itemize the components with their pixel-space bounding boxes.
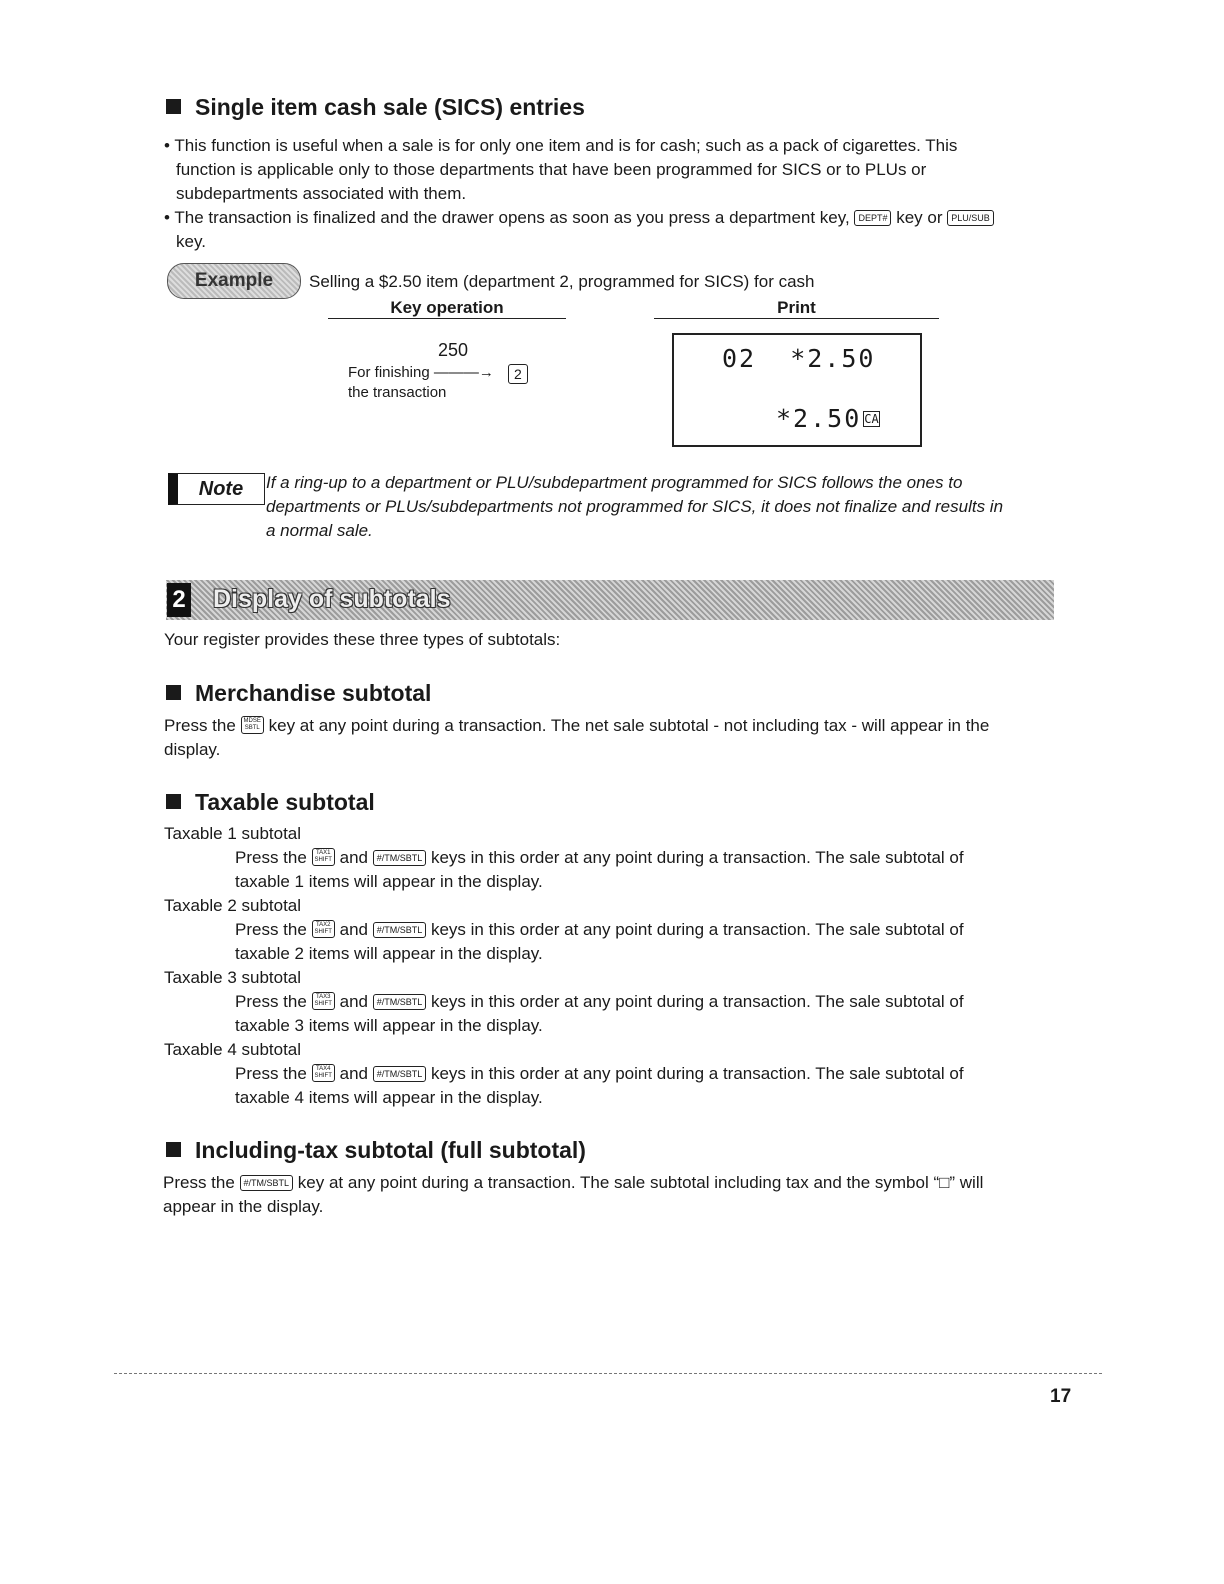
including-tax-heading: Including-tax subtotal (full subtotal): [166, 1137, 586, 1164]
taxable-2-text2: taxable 2 items will appear in the display.: [235, 944, 543, 963]
merchandise-text: [164, 714, 1054, 762]
note-text: [266, 471, 1056, 543]
dept-2-key-icon: 2: [508, 364, 528, 384]
tm-sbtl-key-icon: #/TM/SBTL: [240, 1175, 294, 1191]
note-line2: departments or PLUs/subdepartments not programmed for SICS, it does not finalize and results in: [266, 497, 1004, 516]
merch-post: key at any point during a transaction. The net sale subtotal - not including tax - will appear in the: [263, 716, 990, 735]
square-bullet-icon: [166, 685, 181, 700]
tax4-shift-key-icon: TAX4 SHIFT: [312, 1064, 335, 1082]
ca-symbol: CA: [864, 412, 879, 426]
square-bullet-icon: [166, 1142, 181, 1157]
including-tax-text: [163, 1171, 1053, 1219]
tm-sbtl-key-icon: #/TM/SBTL: [373, 1066, 427, 1082]
dept-key-icon: DEPT#: [854, 210, 891, 226]
taxable-item: Taxable 4 subtotal Press the TAX4 SHIFT and #/TM/SBTL keys in this order at any point during a transaction. The sale subtotal of taxable 4 items will appear in the display.: [164, 1038, 1044, 1110]
square-bullet-icon: [166, 99, 181, 114]
merch-pre: Press the: [164, 716, 241, 735]
taxable-2-label: Taxable 2 subtotal: [164, 896, 302, 915]
tax2-shift-key-icon: TAX2 SHIFT: [312, 920, 335, 938]
taxable-item: Taxable 2 subtotal Press the TAX2 SHIFT and #/TM/SBTL keys in this order at any point during a transaction. The sale subtotal of taxable 2 items will appear in the display.: [164, 894, 1044, 966]
bullet1-line1: This function is useful when a sale is for only one item and is for cash; such as a pack of cigarettes. This: [174, 136, 958, 155]
square-bullet-icon: [166, 794, 181, 809]
example-description: Selling a $2.50 item (department 2, programmed for SICS) for cash: [309, 272, 815, 291]
section-number: 2: [167, 583, 191, 617]
section-intro: Your register provides these three types of subtotals:: [164, 630, 561, 649]
sics-heading: Single item cash sale (SICS) entries: [166, 94, 585, 121]
print-line-2: [776, 404, 880, 433]
note-badge: Note: [168, 473, 265, 505]
incl-line2: appear in the display.: [163, 1197, 324, 1216]
taxable-4-label: Taxable 4 subtotal: [164, 1040, 302, 1059]
finishing-line2: the transaction: [348, 384, 447, 401]
sics-bullet-1: • This function is useful when a sale is for only one item and is for cash; such as a pack of cigarettes. This function is applicable only to those departments that have been programmed for SICS or to PLUs or subdepartments associated with them.: [164, 134, 1044, 206]
tm-sbtl-key-icon: #/TM/SBTL: [373, 922, 427, 938]
example-badge: Example: [167, 263, 301, 299]
finishing-line1: For finishing: [348, 364, 430, 381]
print-line-1: 02 *2.50: [722, 344, 876, 373]
incl-pre: Press the: [163, 1173, 240, 1192]
key-operation-heading: Key operation: [328, 298, 566, 319]
tax1-shift-key-icon: TAX1 SHIFT: [312, 848, 335, 866]
taxable-4-text2: taxable 4 items will appear in the display.: [235, 1088, 543, 1107]
bullet2-line2: key.: [176, 232, 206, 251]
tm-sbtl-key-icon: #/TM/SBTL: [373, 994, 427, 1010]
bullet2-text-mid: key or: [891, 208, 948, 227]
print-amount: *2.50: [776, 404, 862, 433]
page-number: 17: [1050, 1386, 1072, 1407]
plu-sub-key-icon: PLU/SUB: [947, 210, 994, 226]
arrow-icon: ———→: [433, 364, 494, 381]
taxable-item: Taxable 3 subtotal Press the TAX3 SHIFT and #/TM/SBTL keys in this order at any point during a transaction. The sale subtotal of taxable 3 items will appear in the display.: [164, 966, 1044, 1038]
taxable-1-text2: taxable 1 items will appear in the display.: [235, 872, 543, 891]
tm-sbtl-key-icon: #/TM/SBTL: [373, 850, 427, 866]
merchandise-heading: Merchandise subtotal: [166, 680, 431, 707]
note-line1: If a ring-up to a department or PLU/subdepartment programmed for SICS follows the ones to: [266, 473, 963, 492]
taxable-item: Taxable 1 subtotal Press the TAX1 SHIFT and #/TM/SBTL keys in this order at any point during a transaction. The sale subtotal of taxable 1 items will appear in the display.: [164, 822, 1044, 894]
bullet2-text: The transaction is finalized and the drawer opens as soon as you press a department key,: [174, 208, 855, 227]
taxable-heading: Taxable subtotal: [166, 789, 375, 816]
print-heading: Print: [654, 298, 939, 319]
taxable-list: [164, 822, 1044, 1110]
key-entry: 250: [438, 340, 469, 360]
note-line3: a normal sale.: [266, 521, 373, 540]
bullet1-line3: subdepartments associated with them.: [176, 184, 467, 203]
taxable-3-text2: taxable 3 items will appear in the display.: [235, 1016, 543, 1035]
sics-bullet-2: • The transaction is finalized and the drawer opens as soon as you press a department key, DEPT# key or PLU/SUB key.: [164, 206, 1044, 254]
footer-rule: [114, 1373, 1102, 1374]
mdse-sbtl-key-icon: MDSE SBTL: [241, 716, 264, 734]
bullet1-line2: function is applicable only to those departments that have been programmed for SICS or to PLUs or: [176, 160, 927, 179]
taxable-3-label: Taxable 3 subtotal: [164, 968, 302, 987]
tax3-shift-key-icon: TAX3 SHIFT: [312, 992, 335, 1010]
finishing-note: [348, 363, 494, 403]
section-title: Display of subtotals: [213, 585, 451, 613]
taxable-1-label: Taxable 1 subtotal: [164, 824, 302, 843]
incl-post: key at any point during a transaction. The sale subtotal including tax and the symbol “□” will: [293, 1173, 984, 1192]
merch-line2: display.: [164, 740, 221, 759]
